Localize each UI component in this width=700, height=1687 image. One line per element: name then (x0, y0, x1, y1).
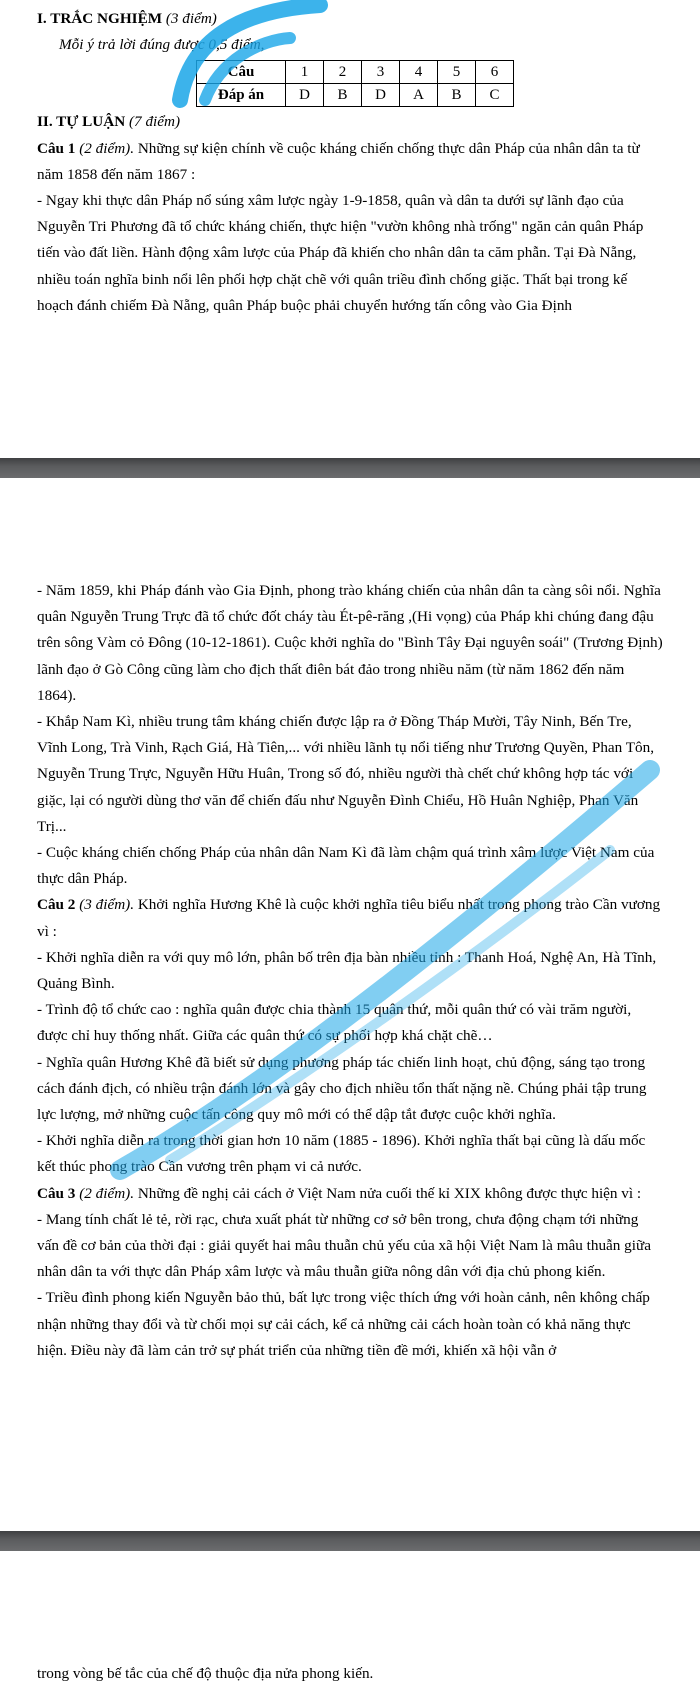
page-separator (0, 458, 700, 478)
section-1-note: Mỗi ý trả lời đúng được 0,5 điểm, (59, 36, 265, 54)
answer-cell: D (362, 84, 400, 107)
question-2-text: Khởi nghĩa Hương Khê là cuộc khởi nghĩa tiêu biểu nhất trong phong trào Cần vương vì : (37, 896, 661, 940)
answer-table-header-question: Câu (197, 61, 286, 84)
question-number-cell: 5 (438, 61, 476, 84)
section-1-points: (3 điểm) (165, 10, 217, 27)
document-page-3 (0, 1551, 700, 1681)
answer-table-row-answers (197, 84, 514, 107)
section-1-title: I. TRẮC NGHIỆM (37, 10, 163, 27)
question-2-paragraph-1: - Khởi nghĩa diễn ra với quy mô lớn, phân bố trên địa bàn nhiều tỉnh : Thanh Hoá, Nghệ An, Hà Tĩnh, Quảng Bình. (37, 948, 657, 993)
answer-cell: A (400, 84, 438, 107)
answer-table-row-questions (197, 61, 514, 84)
answer-cell: D (286, 84, 324, 107)
question-2-paragraph-4: - Khởi nghĩa diễn ra trong thời gian hơn 10 năm (1885 - 1896). Khởi nghĩa thất bại cũng là dấu mốc kết thúc phong trào Cần vương trên phạm vi cả nước. (37, 1132, 646, 1176)
question-1-text: Những sự kiện chính về cuộc kháng chiến chống thực dân Pháp của nhân dân ta từ năm 1858 đến năm 1867 : (37, 139, 640, 183)
question-3-intro (37, 1181, 663, 1207)
section-2-heading (37, 109, 663, 135)
question-2-label: Câu 2 (37, 896, 76, 914)
question-2-intro (37, 892, 663, 944)
question-2-paragraph-3: - Nghĩa quân Hương Khê đã biết sử dụng phương pháp tác chiến linh hoạt, chủ động, sáng tạo trong cách đánh địch, có nhiều trận đánh lớn và gây cho địch nhiều tổn thất nặng nề. Chúng phải tập trung lực lượng, mở những cuộc tấn công quy mô mới có thể dập tắt được cuộc khởi nghĩa. (37, 1053, 647, 1124)
section-2-title: II. TỰ LUẬN (37, 113, 126, 131)
answer-cell: B (324, 84, 362, 107)
question-3-paragraph-2: - Triều đình phong kiến Nguyễn bảo thủ, bất lực trong việc thích ứng với hoàn cảnh, nên không chấp nhận những thay đổi và từ chối mọi sự cải cách, kể cả những cải cách hoàn toàn có khả năng thực hiện. Điều này đã làm cản trở sự phát triển của những tiền đề mới, khiến xã hội vẫn ở (37, 1289, 650, 1359)
question-1-paragraph-2: - Năm 1859, khi Pháp đánh vào Gia Định, phong trào kháng chiến của nhân dân ta càng sôi nổi. Nghĩa quân Nguyễn Trung Trực đã tổ chức đốt cháy tàu Ét-pê-răng ,(Hi vọng) của Pháp khi chúng đang đậu trên sông Vàm cỏ Đông (10-12-1861). Cuộc khởi nghĩa do "Bình Tây Đại nguyên soái" (Trương Định) lãnh đạo ở Gò Công cũng làm cho địch thất điên bát đảo trong nhiều năm (từ năm 1862 đến năm 1864). (37, 582, 663, 704)
section-2-points: (7 điểm) (129, 113, 181, 131)
answer-table-header-answer: Đáp án (197, 84, 286, 107)
document-page-2 (0, 478, 700, 1531)
question-3-paragraph-3: trong vòng bế tắc của chế độ thuộc địa nửa phong kiến. (37, 1665, 374, 1682)
question-3-text: Những đề nghị cải cách ở Việt Nam nửa cuối thế kỉ XIX không được thực hiện vì : (134, 1184, 642, 1202)
question-1-label: Câu 1 (37, 139, 76, 157)
page-separator (0, 1531, 700, 1551)
document-page-1 (0, 0, 700, 458)
question-number-cell: 4 (400, 61, 438, 84)
question-number-cell: 1 (286, 61, 324, 84)
question-1-paragraph-4: - Cuộc kháng chiến chống Pháp của nhân dân Nam Kì đã làm chậm quá trình xâm lược Việt Nam của thực dân Pháp. (37, 844, 655, 888)
question-1-points: (2 điểm). (79, 139, 135, 157)
question-2-paragraph-2: - Trình độ tổ chức cao : nghĩa quân được chia thành 15 quân thứ, mỗi quân thứ có vài trăm người, được chỉ huy thống nhất. Giữa các quân thứ có sự phối hợp khá chặt chẽ… (37, 1001, 632, 1045)
question-1-intro (37, 136, 663, 188)
page-2-content (37, 578, 663, 1364)
question-3-paragraph-1: - Mang tính chất lẻ tẻ, rời rạc, chưa xuất phát từ những cơ sở bên trong, chưa động chạm tới những vấn đề cơ bản của thời đại : giải quyết hai mâu thuẫn chủ yếu của xã hội Việt Nam là mâu thuẫn giữa nhân dân ta với thực dân Pháp xâm lược và mâu thuẫn giữa nông dân với địa chủ phong kiến. (37, 1210, 651, 1281)
page-3-content (37, 1661, 663, 1687)
question-number-cell: 3 (362, 61, 400, 84)
answer-table (196, 60, 514, 107)
question-1-paragraph-1: - Ngay khi thực dân Pháp nổ súng xâm lược ngày 1-9-1858, quân và dân ta dưới sự lãnh đạo của Nguyễn Tri Phương đã tổ chức kháng chiến, thực hiện "vườn không nhà trống" ngăn cản quân Pháp tiến vào đất liền. Hành động xâm lược của Pháp đã khiến cho nhân dân ta căm phẫn. Tại Đà Nẵng, nhiều toán nghĩa binh nổi lên phối hợp chặt chẽ với quân triều đình chống giặc. Thất bại trong kế hoạch đánh chiếm Đà Nẵng, quân Pháp buộc phải chuyển hướng tấn công vào Gia Định (37, 192, 644, 314)
question-3-label: Câu 3 (37, 1184, 76, 1202)
answer-cell: B (438, 84, 476, 107)
page-1-content (37, 6, 663, 319)
question-number-cell: 2 (324, 61, 362, 84)
answer-cell: C (476, 84, 514, 107)
question-number-cell: 6 (476, 61, 514, 84)
question-3-points: (2 điểm). (79, 1184, 135, 1202)
section-1-heading (37, 6, 663, 32)
question-2-points: (3 điểm). (79, 896, 135, 914)
question-1-paragraph-3: - Khắp Nam Kì, nhiều trung tâm kháng chiến được lập ra ở Đồng Tháp Mười, Tây Ninh, Bến Tre, Vĩnh Long, Trà Vinh, Rạch Giá, Hà Tiên,... với nhiều lãnh tụ nổi tiếng như Trương Quyền, Phan Tôn, Nguyễn Trung Trực, Nguyễn Hữu Huân, Trong số đó, nhiều người thà chết chứ không hợp tác với giặc, lại có người dùng thơ văn để chiến đấu như Nguyễn Đình Chiểu, Hồ Huân Nghiệp, Phan Văn Trị... (37, 713, 655, 835)
